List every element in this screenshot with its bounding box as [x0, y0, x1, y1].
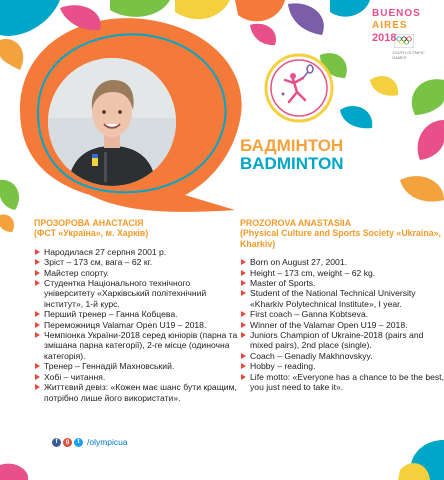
logo-line2: AIRES: [372, 20, 408, 31]
fact-item: Студентка Національного технічного університету «Харківський політехнічний інститут», 1-й курс.: [34, 278, 242, 309]
logo-caption: YOUTH OLYMPIC GAMES: [392, 50, 425, 60]
fact-item: Master of Sports.: [240, 278, 444, 288]
logo-year: 2018: [372, 32, 397, 44]
buenos-aires-2018-logo: [372, 8, 434, 64]
sport-title-en: BADMINTON: [240, 154, 344, 173]
fact-item: Тренер – Геннадій Махновський.: [34, 361, 242, 371]
fact-item: Народилася 27 серпня 2001 р.: [34, 247, 242, 257]
athlete-photo: [48, 58, 176, 186]
social-links: [52, 437, 128, 447]
facts-list-ua: [34, 247, 242, 403]
facts-list-en: [240, 257, 444, 392]
logo-line1: BUENOS: [372, 8, 421, 19]
fact-item: First coach – Ganna Kobtseva.: [240, 309, 444, 319]
athlete-org-en: (Physical Culture and Sports Society «Ukraina», Kharkiv): [240, 228, 441, 249]
twitter-icon[interactable]: t: [74, 438, 83, 447]
fact-item: Winner of the Valamar Open U19 – 2018.: [240, 320, 444, 330]
fact-item: Хобі – читання.: [34, 372, 242, 382]
fact-item: Height – 173 cm, weight – 62 kg.: [240, 268, 444, 278]
badminton-icon: [263, 52, 335, 124]
fact-item: Life motto: «Everyone has a chance to be the best, you just need to take it».: [240, 372, 444, 393]
athlete-info-en: [240, 218, 444, 393]
fact-item: Переможниця Valamar Open U19 – 2018.: [34, 320, 242, 330]
athlete-info-ua: [34, 218, 242, 403]
fact-item: Coach – Genadiy Makhnovskyy.: [240, 351, 444, 361]
fact-item: Juniors Champion of Ukraine-2018 (pairs and mixed pairs), 2nd place (single).: [240, 330, 444, 351]
fact-item: Чемпіонка України-2018 серед юніорів (парна та змішана парна категорії), 2-ге місце (одиночна категорія).: [34, 330, 242, 361]
fact-item: Hobby – reading.: [240, 361, 444, 371]
sport-title: [240, 137, 344, 173]
athlete-org-ua: (ФСТ «Україна», м. Харків): [34, 228, 149, 239]
google-plus-icon[interactable]: g: [63, 438, 72, 447]
fact-item: Майстер спорту.: [34, 268, 242, 278]
fact-item: Зріст – 173 см, вага – 62 кг.: [34, 257, 242, 267]
athlete-name-en: PROZOROVA ANASTASIIA: [240, 218, 351, 228]
athlete-name-ua: ПРОЗОРОВА АНАСТАСІЯ: [34, 218, 144, 228]
fact-item: Життєвий девіз: «Кожен має шанс бути кращим, потрібно лише його використати».: [34, 382, 242, 403]
fact-item: Born on August 27, 2001.: [240, 257, 444, 267]
facebook-icon[interactable]: f: [52, 438, 61, 447]
olympic-rings-icon: [394, 34, 414, 48]
social-handle-link[interactable]: /olympicua: [87, 437, 128, 447]
fact-item: Перший тренер – Ганна Кобцева.: [34, 309, 242, 319]
sport-title-ua: БАДМІНТОН: [240, 136, 344, 155]
fact-item: Student of the National Technical University «Kharkiv Polytechnical Institute», I year.: [240, 288, 444, 309]
